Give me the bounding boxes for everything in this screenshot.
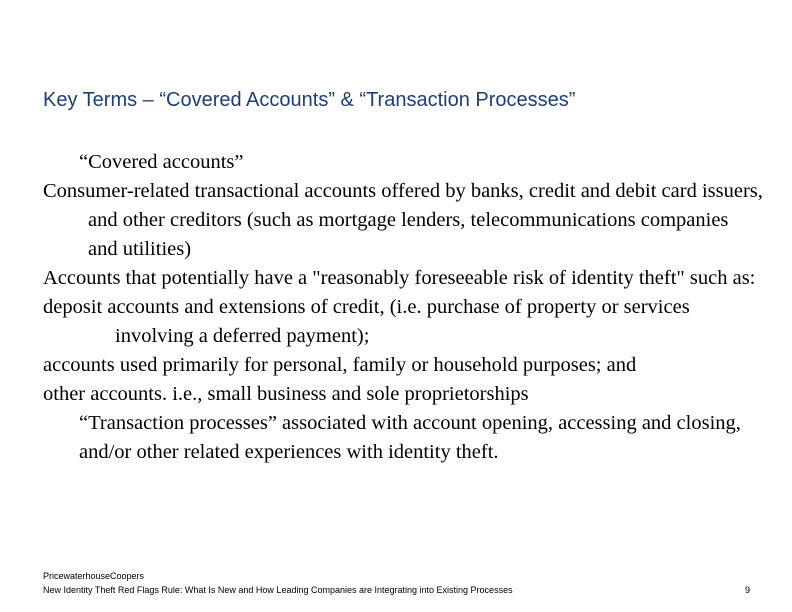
- transaction-processes-text: “Transaction processes” associated with account opening, accessing and closing, and/or other related experiences with identity theft.: [79, 412, 741, 463]
- personal-accounts-text: accounts used primarily for personal, family or household purposes; and: [43, 354, 637, 376]
- footer-subtitle: New Identity Theft Red Flags Rule: What Is New and How Leading Companies are Integrating into Existing Processes: [43, 585, 513, 595]
- slide-body: [43, 148, 763, 467]
- deposit-accounts-text: deposit accounts and extensions of credit, (i.e. purchase of property or services involving a deferred payment);: [43, 296, 690, 347]
- accounts-risk-text: Accounts that potentially have a "reasonably foreseeable risk of identity theft" such as:: [43, 267, 756, 289]
- covered-accounts-definition: Consumer-related transactional accounts offered by banks, credit and debit card issuers, and other creditors (such as mortgage lenders, telecommunications companies and utilities): [43, 180, 763, 260]
- page-number: 9: [744, 585, 750, 595]
- footer-organization: PricewaterhouseCoopers: [43, 571, 145, 581]
- slide-title: Key Terms – “Covered Accounts” & “Transaction Processes”: [43, 89, 576, 111]
- covered-accounts-heading: “Covered accounts”: [79, 151, 244, 173]
- other-accounts-text: other accounts. i.e., small business and sole proprietorships: [43, 383, 529, 405]
